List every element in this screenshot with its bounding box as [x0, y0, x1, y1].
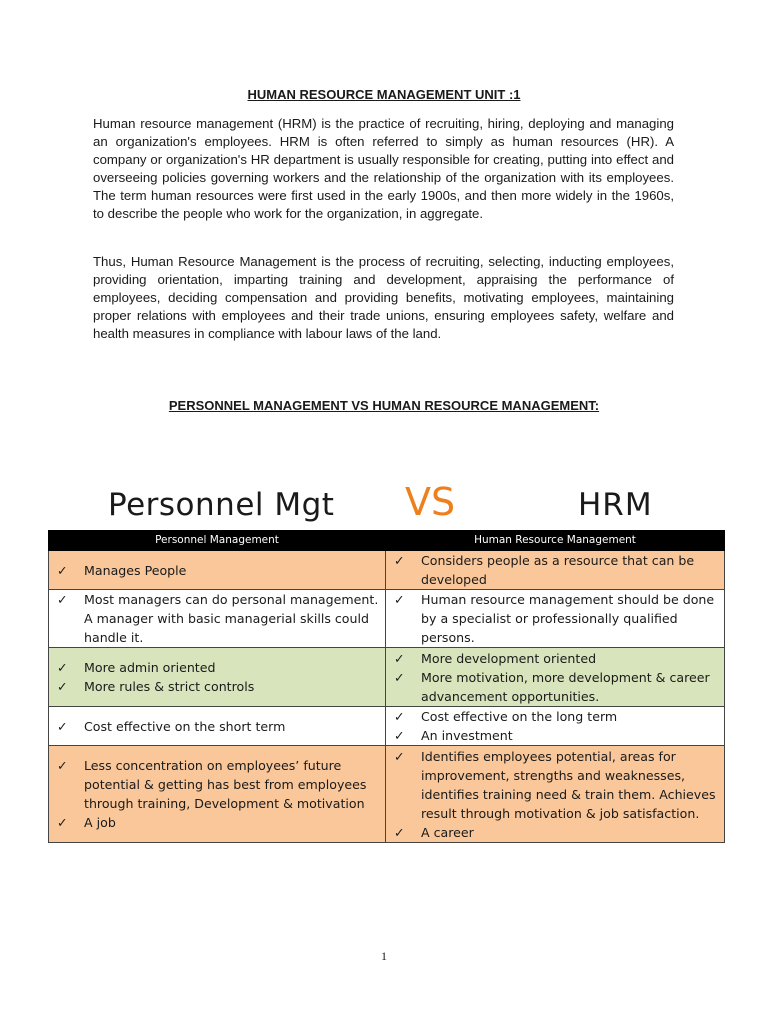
- checkmark-icon: ✓: [57, 679, 68, 694]
- item-text: Less concentration on employees’ future potential & getting has best from employees through training, Development & motivation: [84, 758, 367, 811]
- checkmark-icon: ✓: [394, 748, 405, 764]
- list-item: [57, 590, 381, 647]
- page-number: 1: [381, 949, 387, 963]
- checklist: [57, 590, 381, 647]
- definition-paragraph: Thus, Human Resource Management is the process of recruiting, selecting, inducting employees, providing orientation, imparting training and development, appraising the performance of employees, deciding compensation and providing benefits, motivating employees, maintaining proper relations with employees and their trade unions, ensuring employees safety, welfare and health measures in compliance with labour laws of the land.: [93, 254, 674, 341]
- item-text: Cost effective on the short term: [84, 718, 286, 734]
- item-text: An investment: [421, 728, 513, 743]
- list-item: [394, 668, 720, 706]
- checklist: [394, 747, 720, 842]
- item-text: Manages People: [84, 562, 187, 578]
- list-item: [57, 813, 381, 832]
- checkmark-icon: ✓: [57, 815, 68, 830]
- checkmark-icon: ✓: [57, 562, 68, 578]
- checkmark-icon: ✓: [57, 758, 68, 773]
- checkmark-icon: ✓: [57, 592, 68, 607]
- item-text: More motivation, more development & career advancement opportunities.: [421, 669, 710, 704]
- table-row: [49, 590, 725, 648]
- item-text: Cost effective on the long term: [421, 709, 618, 724]
- checkmark-icon: ✓: [394, 592, 405, 607]
- item-text: More rules & strict controls: [84, 679, 255, 694]
- hrm-cell: [386, 551, 725, 590]
- checkmark-icon: ✓: [57, 718, 68, 734]
- checklist: [57, 756, 381, 832]
- item-text: Human resource management should be done by a specialist or professionally qualified persons.: [421, 592, 715, 645]
- list-item: [57, 717, 381, 736]
- personnel-cell: [49, 551, 386, 590]
- list-item: [394, 551, 720, 589]
- personnel-cell: [49, 648, 386, 707]
- list-item: [57, 677, 381, 696]
- item-text: Identifies employees potential, areas for improvement, strengths and weaknesses, identifies training need & train them. Achieves result through motivation & job satisfaction.: [421, 748, 716, 821]
- checkmark-icon: ✓: [394, 553, 405, 568]
- item-text: Most managers can do personal management. A manager with basic managerial skills could handle it.: [84, 592, 379, 645]
- list-item: [394, 823, 720, 842]
- checkmark-icon: ✓: [394, 650, 405, 666]
- document-title: HUMAN RESOURCE MANAGEMENT UNIT :1: [247, 87, 521, 102]
- item-text: Considers people as a resource that can be developed: [421, 553, 695, 587]
- section-heading: PERSONNEL MANAGEMENT VS HUMAN RESOURCE MANAGEMENT:: [168, 398, 600, 413]
- hrm-cell: [386, 746, 725, 843]
- list-item: [394, 747, 720, 823]
- banner-vs-label: VS: [405, 480, 456, 524]
- personnel-cell: [49, 590, 386, 648]
- checkmark-icon: ✓: [394, 669, 405, 685]
- hrm-cell: [386, 590, 725, 648]
- table-row: [49, 707, 725, 746]
- checklist: [57, 717, 381, 736]
- checkmark-icon: ✓: [57, 660, 68, 675]
- item-text: More admin oriented: [84, 660, 216, 675]
- list-item: [394, 590, 720, 647]
- item-text: A career: [421, 824, 474, 840]
- checkmark-icon: ✓: [394, 824, 405, 840]
- checklist: [57, 658, 381, 696]
- checklist: [394, 551, 720, 589]
- banner-hrm-label: HRM: [578, 487, 653, 523]
- checkmark-icon: ✓: [394, 728, 405, 743]
- list-item: [394, 649, 720, 668]
- table-row: [49, 551, 725, 590]
- header-personnel-management: Personnel Management: [49, 531, 386, 551]
- comparison-table: [48, 530, 725, 843]
- list-item: [394, 726, 720, 745]
- table-row: [49, 746, 725, 843]
- hrm-cell: [386, 648, 725, 707]
- table-body: [49, 551, 725, 843]
- list-item: [57, 561, 381, 580]
- item-text: A job: [84, 815, 116, 830]
- checkmark-icon: ✓: [394, 709, 405, 724]
- personnel-cell: [49, 746, 386, 843]
- checklist: [394, 649, 720, 706]
- item-text: More development oriented: [421, 650, 597, 666]
- table-row: [49, 648, 725, 707]
- personnel-cell: [49, 707, 386, 746]
- table-header-row: [49, 531, 725, 551]
- hrm-cell: [386, 707, 725, 746]
- header-human-resource-management: Human Resource Management: [386, 531, 725, 551]
- intro-paragraph: Human resource management (HRM) is the practice of recruiting, hiring, deploying and managing an organization's employees. HRM is often referred to simply as human resources (HR). A company or organization's HR department is usually responsible for creating, putting into effect and overseeing policies governing workers and the relationship of the organization with its employees. The term human resources were first used in the early 1900s, and then more widely in the 1960s, to describe the people who work for the organization, in aggregate.: [93, 116, 674, 221]
- list-item: [57, 756, 381, 813]
- list-item: [394, 707, 720, 726]
- checklist: [394, 590, 720, 647]
- checklist: [57, 561, 381, 580]
- banner-personnel-label: Personnel Mgt: [108, 487, 335, 523]
- list-item: [57, 658, 381, 677]
- checklist: [394, 707, 720, 745]
